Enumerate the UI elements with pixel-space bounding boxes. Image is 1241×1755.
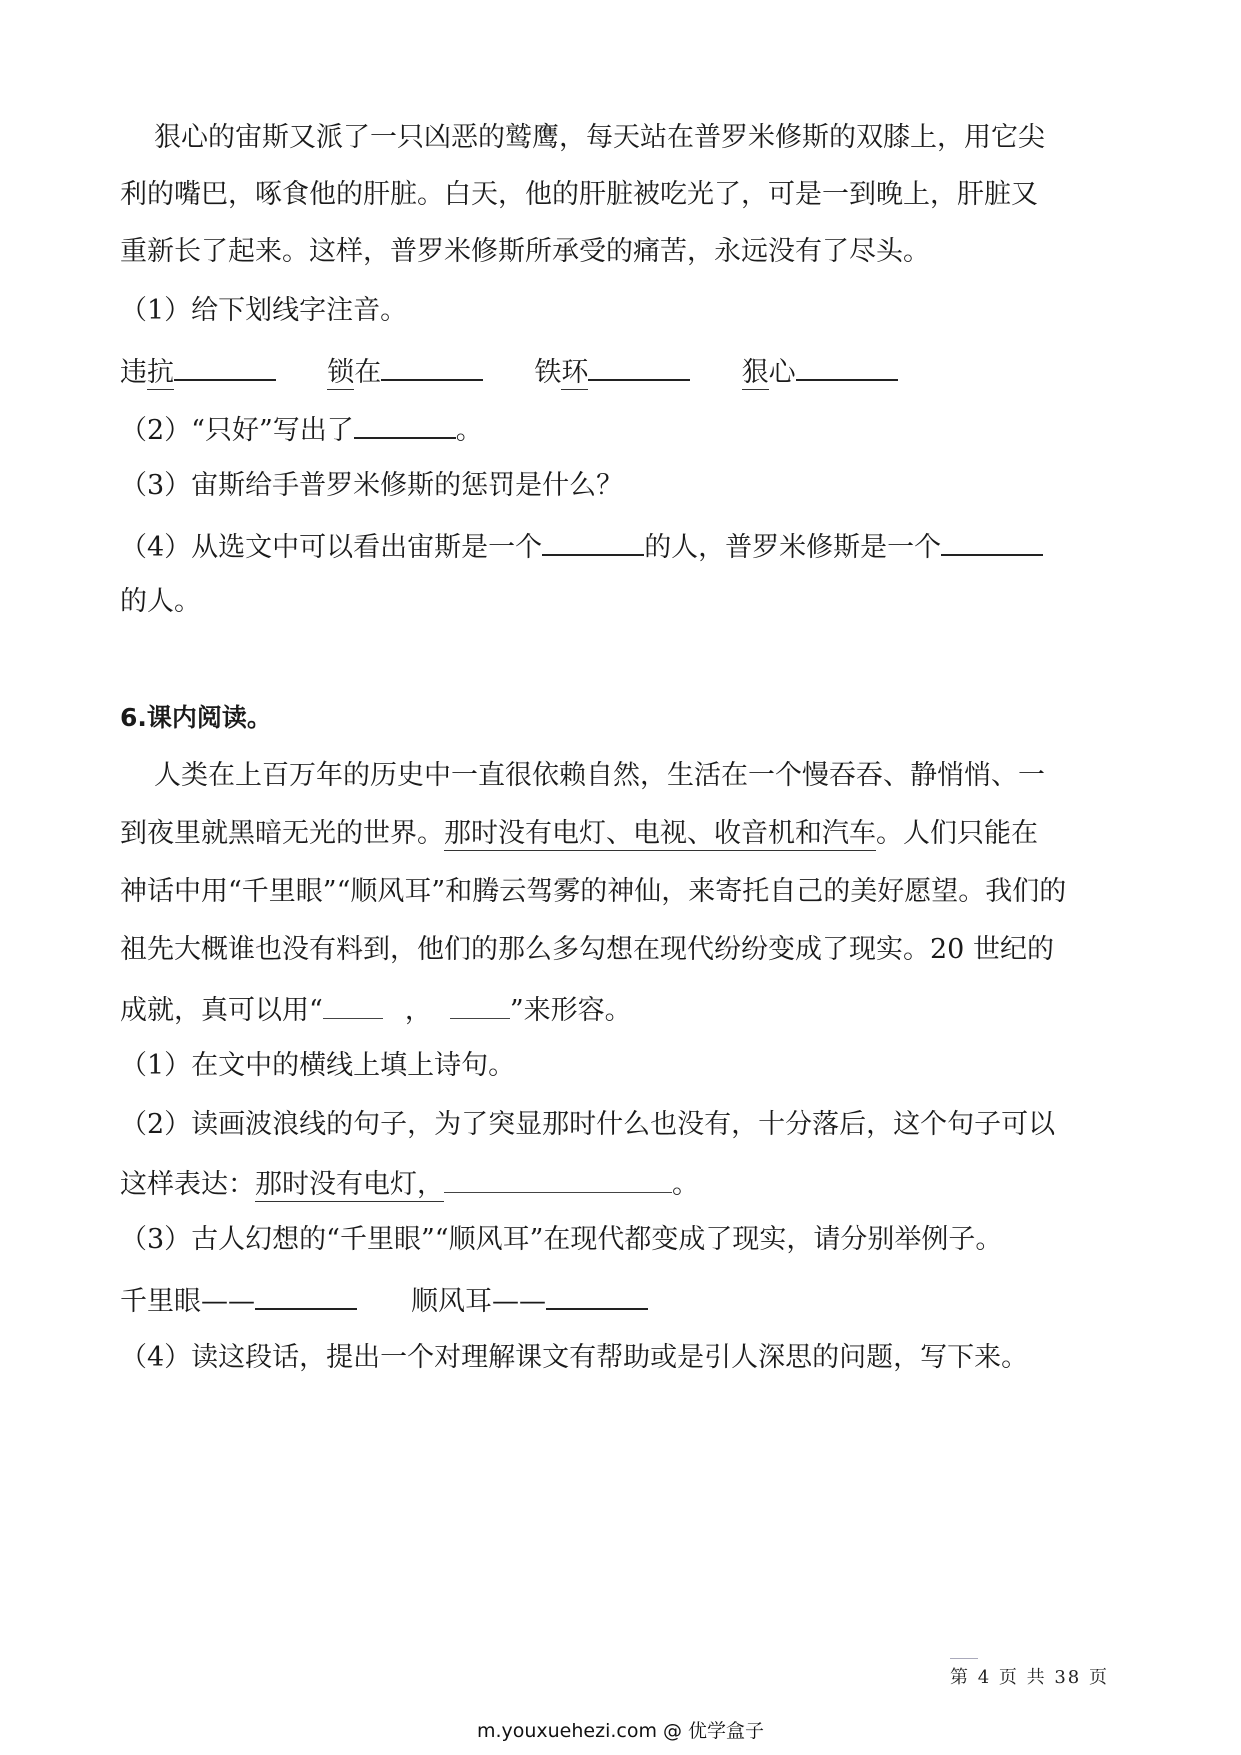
section6-question-4: （4）读这段话，提出一个对理解课文有帮助或是引人深思的问题，写下来。 — [120, 1342, 1029, 1373]
answer-blank-qianliyan[interactable] — [255, 1278, 357, 1310]
passage-line-1: 狠心的宙斯又派了一只凶恶的鹫鹰，每天站在普罗米修斯的双膝上，用它尖 — [154, 122, 1045, 153]
answer-blank-q4b[interactable] — [941, 524, 1043, 556]
section6-line-4: 祖先大概谁也没有料到，他们的那么多勾想在现代纷纷变成了现实。20 世纪的 — [120, 934, 1054, 965]
pinyin-words-row — [120, 349, 1131, 393]
section6-question-3-answers: 千里眼—— 顺风耳—— — [120, 1278, 1131, 1322]
section6-line-3: 神话中用“千里眼”“顺风耳”和腾云驾雾的神仙，来寄托自己的美好愿望。我们的 — [120, 876, 1067, 907]
word-1: 违抗 — [120, 357, 174, 388]
question-1: （1）给下划线字注音。 — [120, 295, 408, 326]
question-4: （4）从选文中可以看出宙斯是一个 的人，普罗米修斯是一个 — [120, 524, 1131, 568]
passage-line-3: 重新长了起来。这样，普罗米修斯所承受的痛苦，永远没有了尽头。 — [120, 236, 930, 267]
passage-line-2: 利的嘴巴，啄食他的肝脏。白天，他的肝脏被吃光了，可是一到晚上，肝脏又 — [120, 179, 1038, 210]
section6-line-1: 人类在上百万年的历史中一直很依赖自然，生活在一个慢吞吞、静悄悄、一 — [154, 760, 1045, 791]
section6-question-3: （3）古人幻想的“千里眼”“顺风耳”在现代都变成了现实，请分别举例子。 — [120, 1224, 1003, 1255]
word-4: 狠心 — [741, 357, 796, 388]
footer-rule — [950, 1658, 978, 1659]
section6-question-1: （1）在文中的横线上填上诗句。 — [120, 1050, 516, 1081]
page-number: 第 4 页 共 38 页 — [950, 1667, 1109, 1688]
answer-blank-rewrite[interactable] — [444, 1162, 672, 1193]
answer-blank-shunfenger[interactable] — [546, 1278, 648, 1310]
poem-blank-1[interactable] — [323, 988, 383, 1019]
question-4-cont: 的人。 — [120, 586, 201, 617]
wavy-underlined-sentence: 那时没有电灯、电视、收音机和汽车 — [444, 818, 876, 849]
question-3: （3）宙斯给手普罗米修斯的惩罚是什么？ — [120, 470, 624, 501]
poem-blank-2[interactable] — [450, 988, 510, 1019]
answer-blank-1[interactable] — [174, 349, 276, 381]
site-watermark: m.youxuehezi.com @ 优学盒子 — [476, 1720, 765, 1742]
section6-question-2: （2）读画波浪线的句子，为了突显那时什么也没有，十分落后，这个句子可以 — [120, 1109, 1056, 1140]
answer-blank-2[interactable] — [381, 349, 483, 381]
word-3: 铁环 — [534, 357, 589, 388]
answer-blank-4[interactable] — [796, 349, 898, 381]
section6-line-2: 到夜里就黑暗无光的世界。那时没有电灯、电视、收音机和汽车。人们只能在 — [120, 818, 1038, 849]
answer-blank-q2[interactable] — [354, 407, 456, 439]
section6-line-5: 成就，真可以用“ ， ”来形容。 — [120, 988, 1131, 1031]
section6-question-2-cont: 这样表达：那时没有电灯， 。 — [120, 1162, 1131, 1205]
answer-blank-q4a[interactable] — [542, 524, 644, 556]
answer-blank-3[interactable] — [588, 349, 690, 381]
word-2: 锁在 — [327, 357, 382, 388]
question-2: （2）“只好”写出了 。 — [120, 407, 1131, 451]
section-6-title: 6.课内阅读。 — [120, 703, 272, 732]
